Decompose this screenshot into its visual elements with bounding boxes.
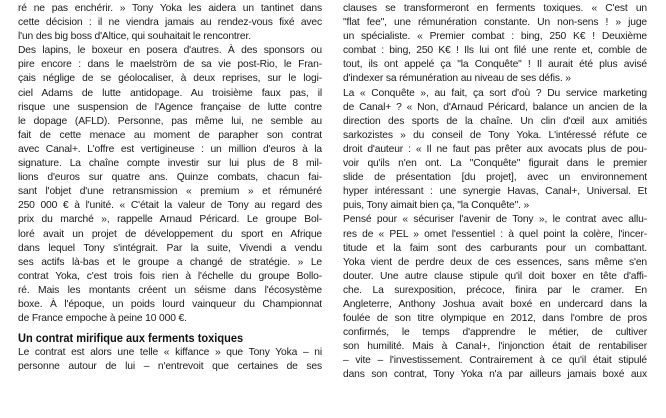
text-line: voir qu'ils n'en ont. La "Conquête" figurait dans le premier	[343, 158, 647, 170]
text-line: le dopage (AFLD). Personne, pas même lui, ne semble au	[18, 115, 322, 127]
text-line: sant l'objet d'une retransmission « premium » et rémunéré	[18, 186, 322, 198]
text-line: boxe. À l'époque, un poids lourd vainqueur du Championnat	[18, 298, 322, 310]
text-line: "flat fee", une rémunération constante. Un non-sens ! » juge	[343, 17, 647, 29]
text-line: direction des sports de la chaîne. Un clin d'œil aux amitiés	[343, 115, 647, 127]
text-line: hyper intéressant : une synergie Havas, Canal+, Universal. Et	[343, 186, 647, 198]
text-line: risque une suspension de l'Agence française de lutte contre	[18, 101, 322, 113]
paragraph	[18, 44, 322, 326]
paragraph	[343, 87, 647, 214]
paragraph	[343, 2, 647, 87]
text-line: de Canal+ ? « Non, d'Arnaud Péricard, balance un ancien de la	[343, 101, 647, 113]
text-line: Pensé pour « sécuriser l'avenir de Tony », le contrat avec allu-	[343, 214, 647, 226]
text-line: d'indexer sa rémunération au niveau de ses défis. »	[343, 73, 571, 85]
paragraph	[343, 213, 647, 382]
text-line: – vite – l'investissement. Contrairement à ce qu'il était stipulé	[343, 355, 647, 367]
text-line: ses actifs là-bas et le groupe a changé de stratégie. » Le	[18, 256, 322, 268]
text-line: loré avait un projet de développement du sport en Afrique	[18, 228, 322, 240]
text-line: l'un des big boss d'Altice, qui souhaitait le rencontrer.	[18, 31, 251, 43]
text-line: avec Canal+. L'offre est vertigineuse : un million d'euros à la	[18, 143, 322, 155]
text-line: puis, Tony aimait bien ça, "la Conquête". »	[343, 200, 530, 212]
text-line: Des lapins, le boxeur en posera d'autres. À des sponsors ou	[18, 45, 322, 57]
text-line: combat : bing, 250 K€ ! Ils lui ont filé une rente et, comble de	[343, 45, 647, 57]
text-line: dans son contrat, Tony Yoka n'a par ailleurs jamais boxé aux	[343, 369, 647, 381]
text-line: sarkozistes » du conseil de Tony Yoka. L'intéressé réfute ce	[343, 129, 647, 141]
text-line: slide de présentation [du projet], avec un environnement	[343, 172, 647, 184]
text-line: cette décision : il ne viendra jamais au rendez-vous fixé avec	[18, 17, 322, 29]
left-column	[18, 2, 322, 374]
text-line: contrat Yoka, c'est trois fois rien à l'échelle du groupe Bollo-	[18, 270, 322, 282]
text-line: fait de cette menace au moment de parapher son contrat	[18, 129, 322, 141]
text-line: tout, ils ont appelé ça "la Conquête" ! Il aurait été plus avisé	[343, 59, 647, 71]
text-line: son humilité. Mais à Canal+, l'injonction était de rentabiliser	[343, 341, 647, 353]
text-line: dans lequel Tony s'intégrait. Par la suite, Vivendi a vendu	[18, 242, 322, 254]
text-line: che. La surexposition, précoce, finira par le cramer. En	[343, 284, 647, 296]
text-line: foulée de son titre olympique en 2012, dans l'ombre de pros	[343, 313, 647, 325]
text-line: confirmés, le temps d'apprendre le métier, de cultiver	[343, 327, 647, 339]
text-line: çais néglige de se géolocaliser, à deux reprises, sur le logi-	[18, 73, 322, 85]
text-line: de France empoche à peine 10 000 €.	[18, 313, 187, 325]
text-line: pire encore : dans le maelström de sa vie post-Rio, le Fran-	[18, 59, 322, 71]
text-line: ré ne pas enchérir. » Tony Yoka les aidera un tantinet dans	[18, 3, 322, 14]
text-line: droit d'auteur : « Il ne faut pas prêter aux avocats plus de pou-	[343, 143, 647, 155]
text-line: signature. La chaîne compte investir sur lui plus de 8 mil-	[18, 158, 322, 170]
text-line: un spécialiste. « Premier combat : bing, 250 K€ ! Deuxième	[343, 31, 647, 43]
right-column	[343, 2, 647, 383]
section-heading: Un contrat mirifique aux ferments toxiques	[18, 331, 244, 346]
paragraph	[18, 2, 322, 44]
text-line: 250 000 € à l'unité. « C'était la valeur de Tony au regard des	[18, 200, 322, 212]
text-line: prix du marché », rappelle Arnaud Péricard. Le groupe Bol-	[18, 214, 322, 226]
paragraph	[18, 346, 322, 374]
text-line: Angleterre, Anthony Joshua avait boxé en undercard dans la	[343, 298, 647, 310]
text-line: Le contrat est alors une telle « kiffance » que Tony Yoka – ni	[18, 347, 322, 359]
text-line: res de « PEL » omet l'essentiel : à quel point la colère, l'incer-	[343, 228, 647, 240]
text-line: ciel Adams de lutte antidopage. Au troisième faux pas, il	[18, 87, 322, 99]
text-line: lions d'euros sur quatre ans. Quinze combats, chacun fai-	[18, 172, 322, 184]
text-line: titude et la faim sont des carburants pour un combattant.	[343, 242, 647, 254]
text-line: personne autour de lui – n'entrevoit que certaines de ses	[18, 361, 322, 373]
text-line: La « Conquête », au fait, ça sort d'où ? Du service marketing	[343, 87, 647, 99]
text-line: Yoka vient de perdre deux de ces essences, sans même s'en	[343, 256, 647, 268]
text-line: clauses se transformeront en ferments toxiques. « C'est un	[343, 3, 647, 14]
text-line: douter. Une autre clause stipule qu'il doit boxer en tête d'affi-	[343, 270, 647, 282]
text-line: ré. Mais les montants créent un séisme dans l'écosystème	[18, 284, 322, 296]
